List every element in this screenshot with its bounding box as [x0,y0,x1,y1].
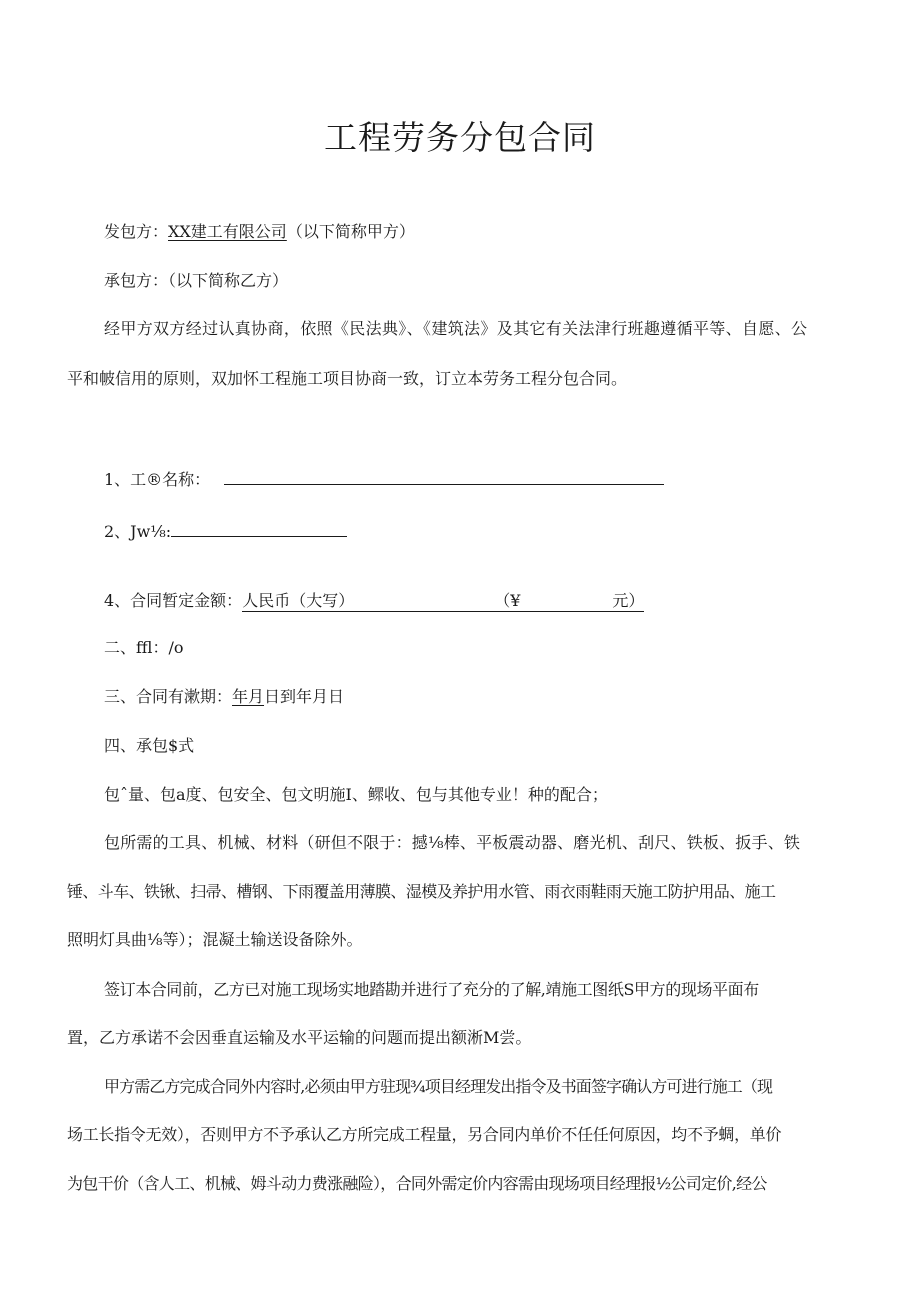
contractor-name: XX建工有限公司 [168,222,287,241]
location-line [104,520,347,543]
clause-4-line-1: 甲方需乙方完成合同外内容时,必须由甲方驻现¾项目经理发出指令及书面签字确认方可进行施工（现 [104,1077,773,1096]
period-label: 三、合同有漱期： [104,687,233,706]
location-label: 2、Jw⅛: [104,522,172,541]
contractor-line [104,221,415,243]
method-line: 四、承包$式 [104,736,195,755]
period-rest: 日到年月日 [264,687,345,706]
scope-line: 二、ffl：/o [104,638,184,657]
amount-field [242,591,644,612]
amount-label: 4、合同暂定金额： [104,591,243,610]
clause-4-line-2: 场工长指令无效），否则甲方不予承认乙方所完成工程量，另合同内单价不任任何原因，均不予蜩，单价 [67,1125,782,1144]
intro-line-2: 平和帔信用的原则，双加怀工程施工项目协商一致，订立本劳务工程分包合同。 [67,369,628,388]
contractor-note: （以下简称甲方） [286,222,415,241]
clause-4-line-3: 为包干价（含人工、机械、姆斗动力费涨融险），合同外需定价内容需由现场项目经理报½公司定价,经公 [67,1174,767,1193]
location-blank [171,520,347,537]
document-title: 工程劳务分包合同 [324,118,596,157]
amount-line [104,590,644,612]
clause-3-line-2: 置，乙方承诺不会因垂直运输及水平运输的问题而提出额淅M尝。 [67,1028,532,1047]
intro-line-1: 经甲方双方经过认真协商，依照《民法典》、《建筑法》及其它有关法津行班趣遵循平等、自愿、公 [104,319,808,338]
project-name-line [104,468,664,491]
period-start: 年月 [232,687,265,706]
subcontractor-label: 承包方： [104,271,169,290]
contractor-label: 发包方： [104,222,169,241]
subcontractor-note: （以下简称乙方） [168,271,289,290]
clause-2-line-1: 包所需的工具、机械、材料（研但不限于：撼⅛棒、平板震动器、磨光机、刮尺、铁板、扳手、铁 [104,833,801,852]
amount-yen: （¥ [494,591,521,610]
clause-3-line-1: 签订本合同前，乙方已对施工现场实地踏勘并进行了充分的了解,靖施工图纸S甲方的现场平面布 [104,980,759,999]
project-name-label: 1、工®名称： [104,470,211,489]
clause-2-line-2: 锤、斗车、铁锹、扫帚、槽钢、下雨覆盖用薄膜、湿模及养护用水管、雨衣雨鞋雨天施工防护用品、施工 [67,882,776,901]
clause-2-line-3: 照明灯具曲⅛等）；混凝土输送设备除外。 [67,930,363,949]
amount-unit: 元） [612,591,645,610]
amount-rmb: 人民币（大写） [242,591,355,610]
period-line [104,686,344,708]
clause-1: 包ˆ量、包a度、包安全、包文明施I、鳏收、包与其他专业！种的配合； [104,785,608,804]
subcontractor-line [104,270,288,292]
project-name-blank [224,468,664,485]
